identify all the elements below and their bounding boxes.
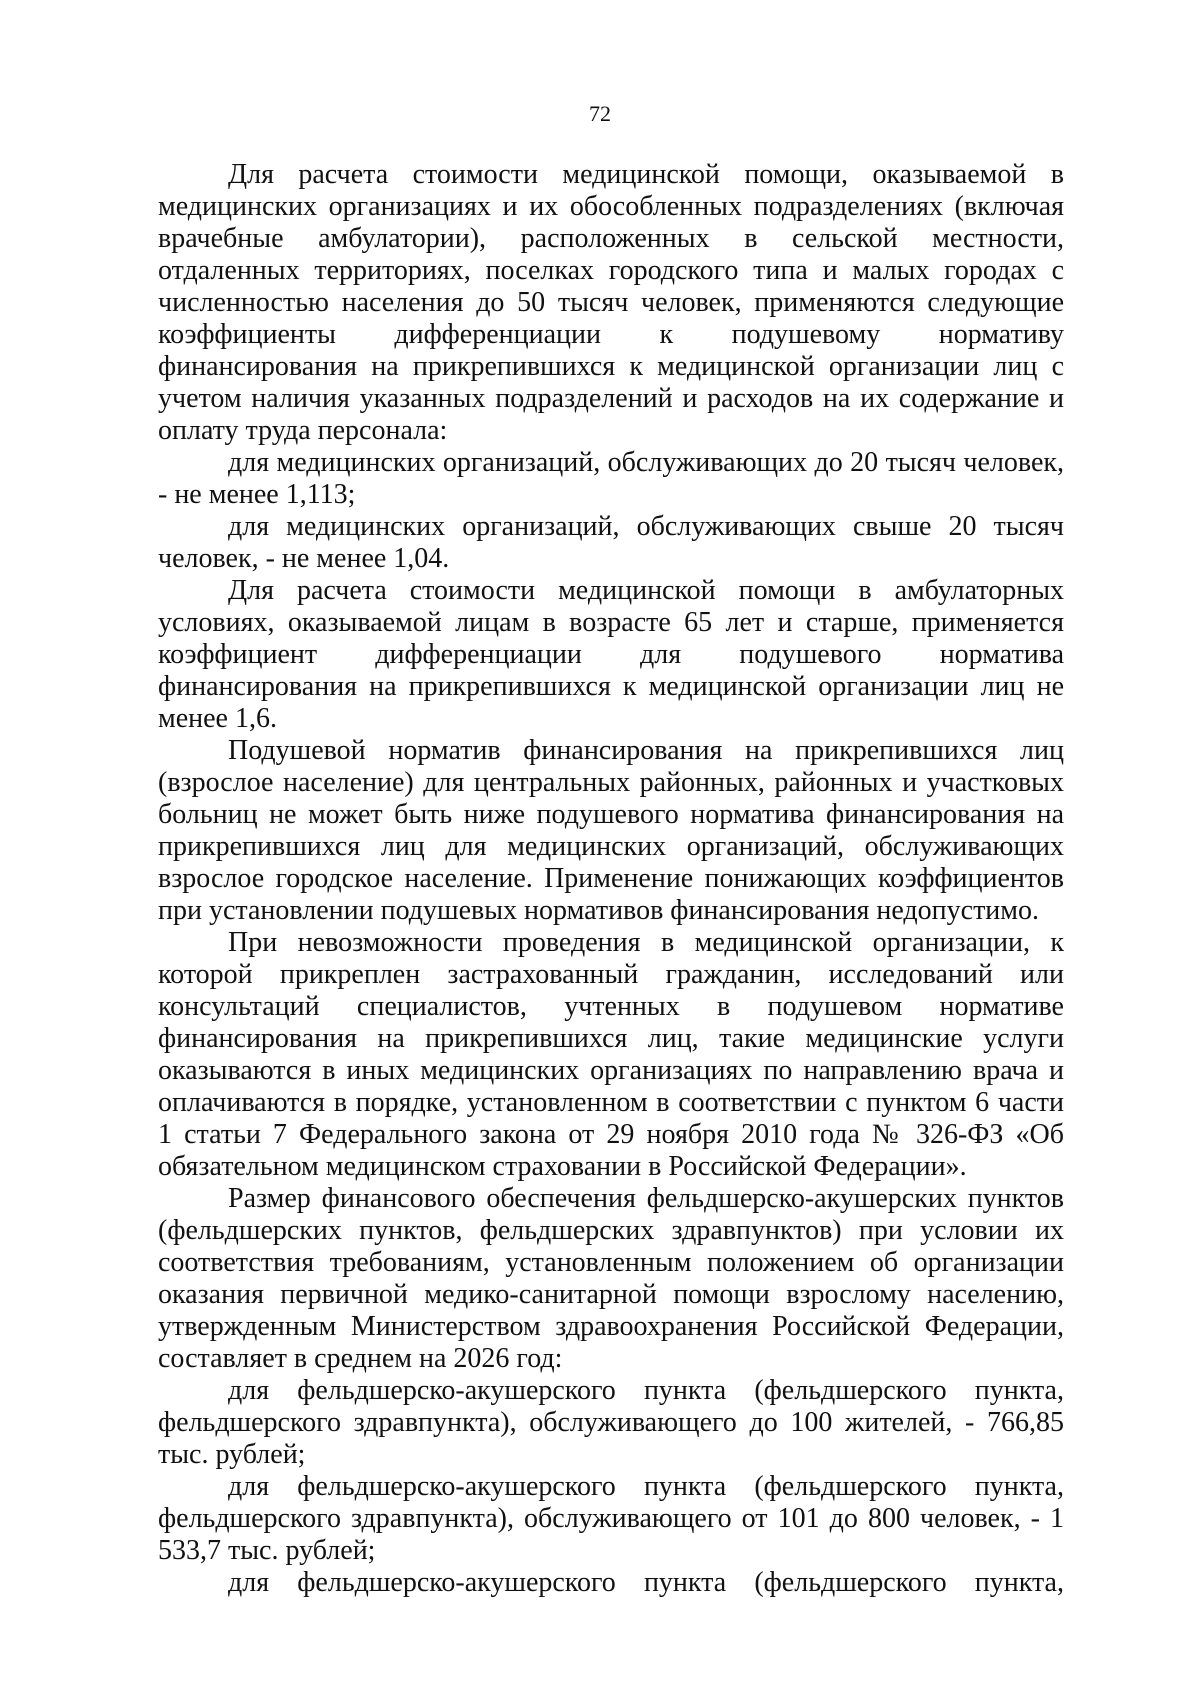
paragraph-impossibility: При невозможности проведения в медицинской организации, к которой прикреплен застрахованный гражданин, исследований или консультаций специалистов, учтенных в подушевом нормативе финансирования на прикрепившихся лиц, такие медицинские услуги оказываются в иных медицинских организациях по направлению врача и оплачиваются в порядке, установленном в соответствии с пунктом 6 части 1 статьи 7 Федерального закона от 29 ноября 2010 года № 326-ФЗ «Об обязательном медицинском страховании в Российской Федерации». [158,927,1064,1182]
paragraph-fap-101-800: для фельдшерско-акушерского пункта (фельдшерского пункта, фельдшерского здравпункта), обслуживающего от 101 до 800 человек, - 1 533,7 тыс. рублей; [158,1471,1064,1566]
document-body [158,159,1064,1599]
paragraph-fap-continued: для фельдшерско-акушерского пункта (фельдшерского пункта, [228,1567,1064,1598]
paragraph-65-plus: Для расчета стоимости медицинской помощи в амбулаторных условиях, оказываемой лицам в возрасте 65 лет и старше, применяется коэффициент дифференциации для подушевого норматива финансирования на прикрепившихся к медицинской организации лиц не менее 1,6. [158,575,1064,734]
paragraph-fap-funding: Размер финансового обеспечения фельдшерско-акушерских пунктов (фельдшерских пунктов, фельдшерских здравпунктов) при условии их соответствия требованиям, установленным положением об организации оказания первичной медико-санитарной помощи взрослому населению, утвержденным Министерством здравоохранения Российской Федерации, составляет в среднем на 2026 год: [158,1183,1064,1374]
paragraph-over-20k: для медицинских организаций, обслуживающих свыше 20 тысяч человек, - не менее 1,04. [158,511,1064,574]
paragraph-coefficients-intro: Для расчета стоимости медицинской помощи, оказываемой в медицинских организациях и их обособленных подразделениях (включая врачебные амбулатории), расположенных в сельской местности, отдаленных территориях, поселках городского типа и малых городах с численностью населения до 50 тысяч человек, применяются следующие коэффициенты дифференциации к подушевому нормативу финансирования на прикрепившихся к медицинской организации лиц с учетом наличия указанных подразделений и расходов на их содержание и оплату труда персонала: [158,159,1064,446]
page-number: 72 [589,101,611,126]
paragraph-fap-up-to-100: для фельдшерско-акушерского пункта (фельдшерского пункта, фельдшерского здравпункта), обслуживающего до 100 жителей, - 766,85 тыс. рублей; [158,1375,1064,1470]
paragraph-up-to-20k: для медицинских организаций, обслуживающих до 20 тысяч человек, - не менее 1,113; [158,447,1064,510]
paragraph-per-capita-norm: Подушевой норматив финансирования на прикрепившихся лиц (взрослое население) для центральных районных, районных и участковых больниц не может быть ниже подушевого норматива финансирования на прикрепившихся лиц для медицинских организаций, обслуживающих взрослое городское население. Применение понижающих коэффициентов при установлении подушевых нормативов финансирования недопустимо. [158,735,1064,926]
